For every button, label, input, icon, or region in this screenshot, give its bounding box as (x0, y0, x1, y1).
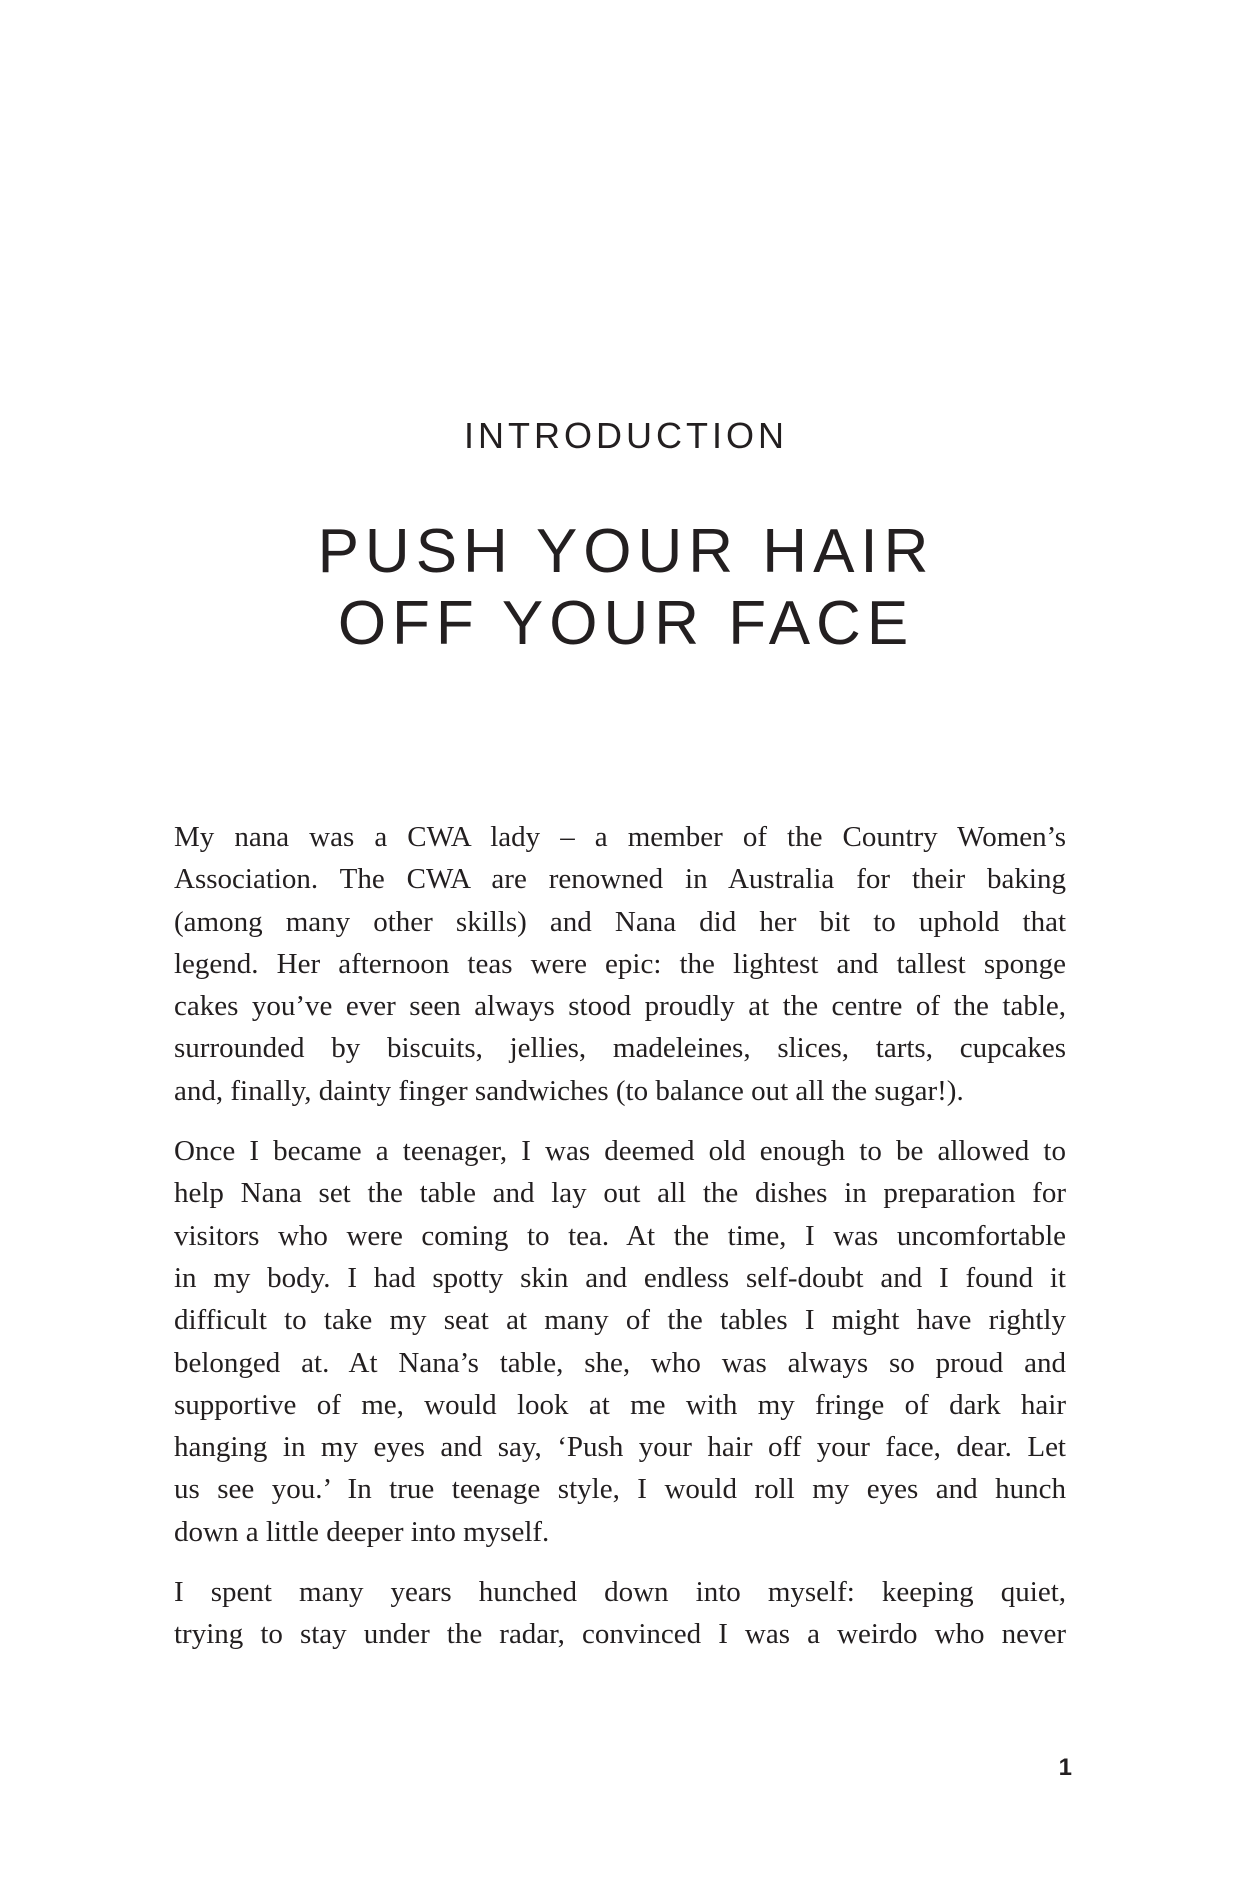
paragraph (174, 1571, 1066, 1656)
text-line: help Nana set the table and lay out all the dishes in preparation for (174, 1177, 1066, 1210)
chapter-title-line: PUSH YOUR HAIR (317, 517, 935, 586)
text-line: My nana was a CWA lady – a member of the Country Women’s (174, 821, 1066, 853)
chapter-label: INTRODUCTION (464, 415, 788, 456)
paragraph (174, 816, 1066, 1112)
text-line: belonged at. At Nana’s table, she, who was always so proud and (174, 1346, 1066, 1379)
text-line: in my body. I had spotty skin and endless self-doubt and I found it (174, 1261, 1066, 1294)
chapter-title (0, 516, 1252, 660)
chapter-title-line: OFF YOUR FACE (337, 589, 915, 658)
text-line: (among many other skills) and Nana did her bit to uphold that (174, 905, 1066, 938)
text-line: Association. The CWA are renowned in Australia for their baking (174, 863, 1066, 896)
text-line: legend. Her afternoon teas were epic: the lightest and tallest sponge (174, 947, 1066, 980)
text-line: cakes you’ve ever seen always stood proudly at the centre of the table, (174, 990, 1066, 1023)
page-number: 1 (1058, 1754, 1072, 1781)
text-line: and, finally, dainty finger sandwiches (to balance out all the sugar!). (174, 1074, 964, 1107)
text-line: us see you.’ In true teenage style, I would roll my eyes and hunch (174, 1473, 1066, 1506)
paragraph (174, 1130, 1066, 1553)
text-line: Once I became a teenager, I was deemed old enough to be allowed to (174, 1135, 1066, 1168)
text-line: down a little deeper into myself. (174, 1515, 550, 1548)
text-line: difficult to take my seat at many of the tables I might have rightly (174, 1304, 1066, 1337)
text-line: I spent many years hunched down into myself: keeping quiet, (174, 1576, 1066, 1609)
text-line: trying to stay under the radar, convinced I was a weirdo who never (174, 1618, 1066, 1651)
text-line: hanging in my eyes and say, ‘Push your hair off your face, dear. Let (174, 1431, 1066, 1464)
text-line: supportive of me, would look at me with my fringe of dark hair (174, 1388, 1066, 1421)
body-text (174, 816, 1066, 1674)
text-line: surrounded by biscuits, jellies, madeleines, slices, tarts, cupcakes (174, 1032, 1066, 1065)
text-line: visitors who were coming to tea. At the time, I was uncomfortable (174, 1219, 1066, 1252)
